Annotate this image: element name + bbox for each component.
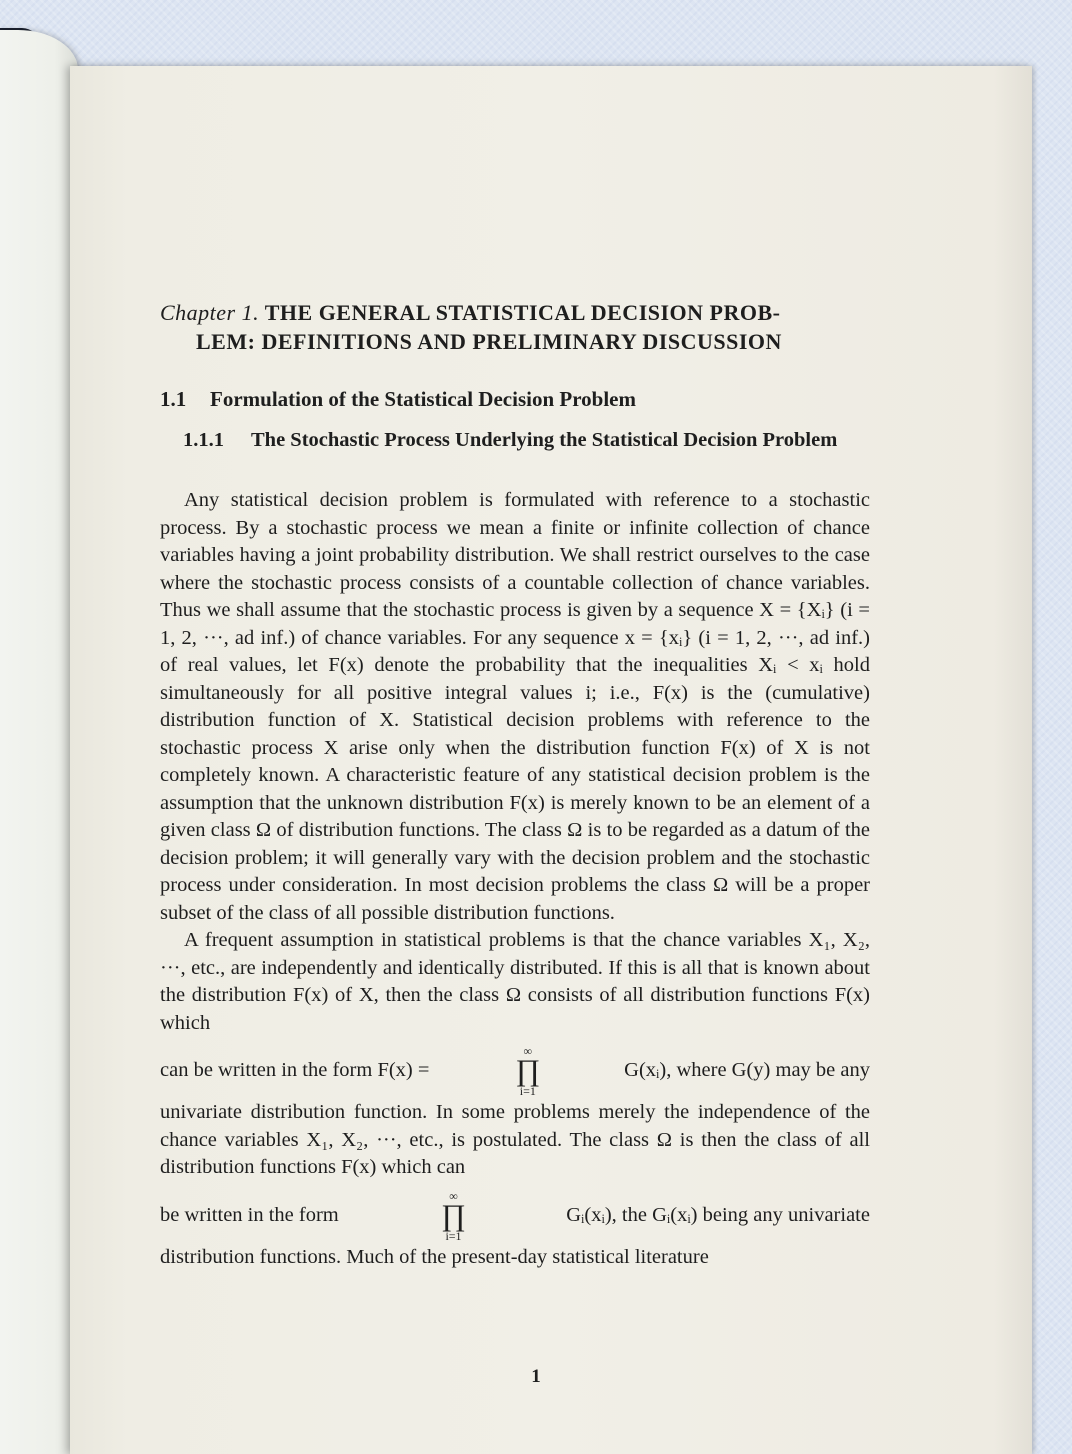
subsection-heading [183,426,873,455]
chapter-title-line2: LEM: DEFINITIONS AND PRELIMINARY DISCUSSION [196,329,782,354]
product-operator [441,1190,466,1242]
chapter-label: Chapter 1. [160,300,260,325]
formula-line-2 [160,1182,870,1244]
paragraph-2-part3: distribution functions. Much of the present-day statistical literature [160,1245,709,1268]
section-title: Formulation of the Statistical Decision Problem [210,387,636,411]
formula2-left: be written in the form [160,1203,339,1226]
formula-line-1 [160,1037,870,1099]
left-page-edge [0,30,78,1454]
paragraph-1: Any statistical decision problem is formulated with reference to a stochastic process. By a stochastic process we mean a finite or infinite collection of chance variables having a joint probability distribution. We shall restrict ourselves to the case where the stochastic process consists of a countable collection of chance variables. Thus we shall assume that the stochastic process is given by a sequence X = {Xᵢ} (i = 1, 2, ···, ad inf.) of chance variables. For any sequence x = {xᵢ} (i = 1, 2, ···, ad inf.) of real values, let F(x) denote the probability that the inequalities Xᵢ < xᵢ hold simultaneously for all positive integral values i; i.e., F(x) is the (cumulative) distribution function of X. Statistical decision problems with reference to the stochastic process X arise only when the distribution function F(x) of X is not completely known. A characteristic feature of any statistical decision problem is the assumption that the unknown distribution F(x) is merely known to be an element of a given class Ω of distribution functions. The class Ω is to be regarded as a datum of the decision problem; it will generally vary with the decision problem and the stochastic process under consideration. In most decision problems the class Ω will be a proper subset of the class of all possible distribution functions. [160,489,870,924]
product-upper-limit: ∞ [523,1044,533,1058]
product-operator [515,1045,540,1097]
page-number: 1 [531,1366,541,1387]
paragraph-2-part1: A frequent assumption in statistical problems is that the chance variables X₁, X₂, ···, etc., are independently and identically distributed. If this is all that is known about the distribution F(x) of X, then the class Ω consists of all distribution functions F(x) which [160,929,870,1034]
product-lower-limit: i=1 [445,1228,462,1243]
product-lower-limit: i=1 [519,1084,536,1098]
section-heading [160,385,860,413]
product-upper-limit: ∞ [449,1188,458,1203]
section-number: 1.1 [160,387,187,411]
paragraph-2-part2: univariate distribution function. In some problems merely the independence of the chance variables X₁, X₂, ···, etc., is postulated. The class Ω is then the class of all distribution functions F(x) which can [160,1101,870,1178]
formula1-left: can be written in the form F(x) = [160,1059,430,1082]
chapter-title-line1: THE GENERAL STATISTICAL DECISION PROB- [264,300,781,325]
chapter-heading [160,298,880,356]
subsection-title: The Stochastic Process Underlying the Statistical Decision Problem [251,429,838,451]
formula1-right: G(xᵢ), where G(y) may be any [624,1059,870,1082]
formula2-right: Gᵢ(xᵢ), the Gᵢ(xᵢ) being any univariate [566,1203,870,1226]
product-symbol: ∏ [515,1054,541,1087]
subsection-number: 1.1.1 [183,429,224,451]
product-symbol: ∏ [441,1198,466,1232]
body-text [160,487,870,1271]
